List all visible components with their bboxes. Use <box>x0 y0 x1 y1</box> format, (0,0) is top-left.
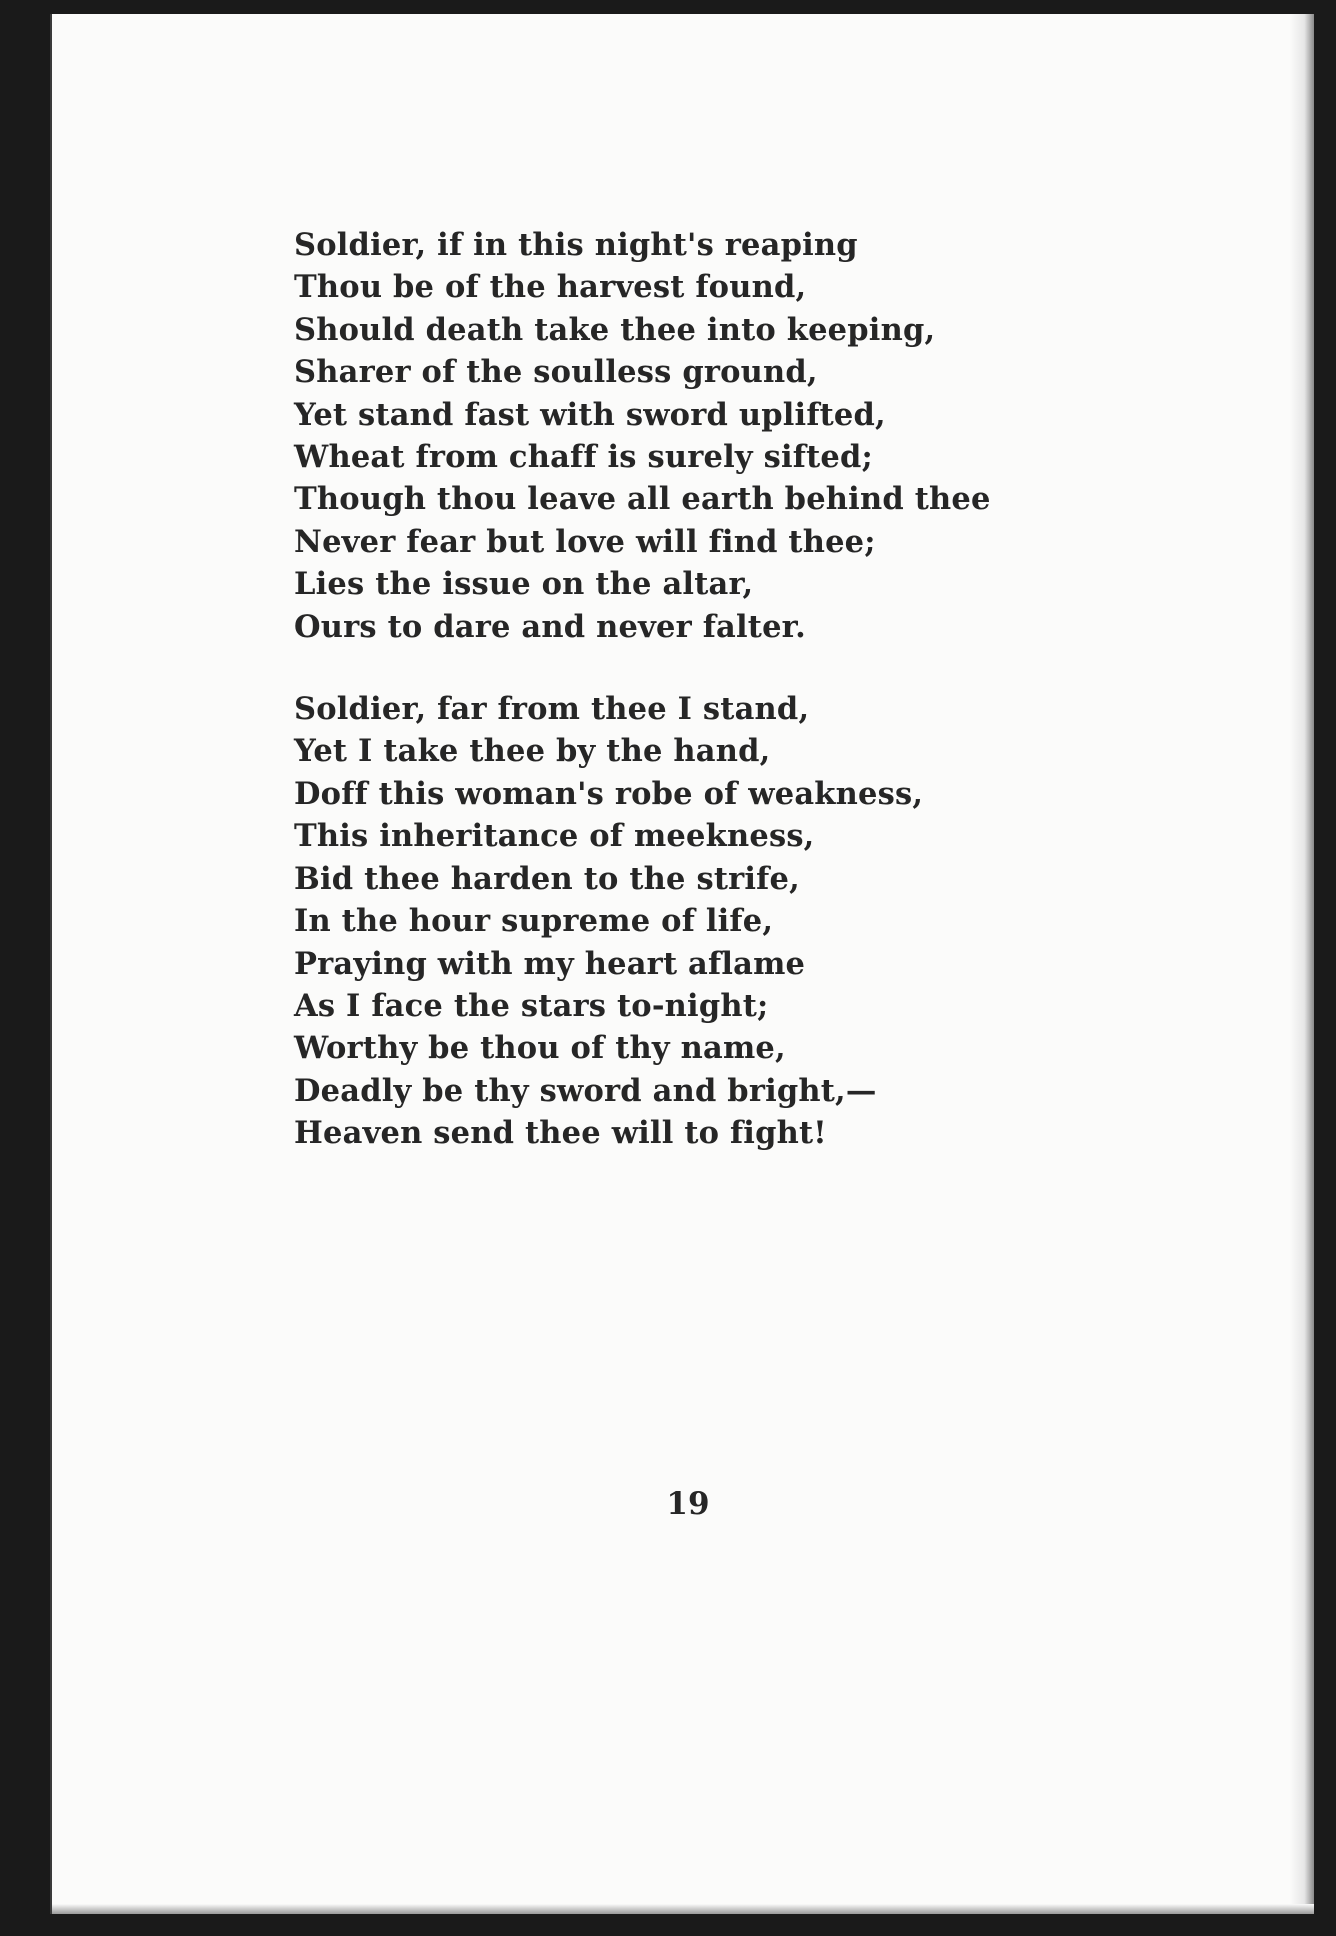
page-edge-shadow-bottom <box>52 1904 1314 1914</box>
poem-line: Thou be of the harvest found, <box>294 269 807 306</box>
stanza-2 <box>294 688 1054 1154</box>
poem-line: Wheat from chaff is surely sifted; <box>294 439 873 476</box>
poem-line: Worthy be thou of thy name, <box>294 1030 786 1067</box>
poem-line: Doff this woman's robe of weakness, <box>294 775 924 812</box>
poem-line: Soldier, far from thee I stand, <box>294 691 810 728</box>
poem-line: Heaven send thee will to fight! <box>294 1115 827 1152</box>
page-number: 19 <box>666 1486 710 1522</box>
page-edge-shadow-right <box>1290 14 1314 1914</box>
poem-line: This inheritance of meekness, <box>294 818 815 855</box>
poem-line: As I face the stars to-night; <box>294 987 769 1024</box>
poem-line: Though thou leave all earth behind thee <box>294 481 991 518</box>
poem-line: Should death take thee into keeping, <box>294 311 936 348</box>
poem-line: Sharer of the soulless ground, <box>294 354 818 391</box>
poem-line: Bid thee harden to the strife, <box>294 860 800 897</box>
poem-line: Never fear but love will find thee; <box>294 523 876 560</box>
poem-line: Yet I take thee by the hand, <box>294 733 771 770</box>
poem-line: Ours to dare and never falter. <box>294 608 806 645</box>
poem-line: Deadly be thy sword and bright,— <box>294 1072 877 1109</box>
poem-line: Yet stand fast with sword uplifted, <box>294 396 886 433</box>
book-page <box>50 14 1314 1914</box>
poem-line: Praying with my heart aflame <box>294 945 806 982</box>
poem-line: In the hour supreme of life, <box>294 903 774 940</box>
stanza-1 <box>294 224 1054 648</box>
poem-line: Lies the issue on the altar, <box>294 566 754 603</box>
poem-line: Soldier, if in this night's reaping <box>294 227 858 263</box>
poem-text <box>294 224 1054 1195</box>
